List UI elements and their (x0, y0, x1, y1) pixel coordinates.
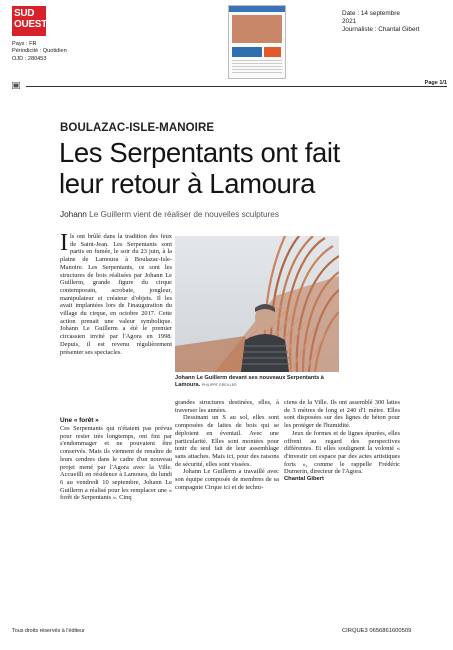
column-3 (284, 399, 400, 484)
caption-text: Johann Le Guillerm devant ses nouveaux Serpentants à Lamoura. (175, 375, 324, 388)
photo-credit: PHILIPPE GREILLER (201, 383, 237, 387)
publication-meta (12, 41, 67, 63)
publication-date: Date : 14 septembre (342, 10, 400, 17)
column-3-paragraph-1: ciens de la Ville. Ils ont assemblé 300 lattes de 3 mètres de long et 240 d'1 mètre. Elles sont disposées sur des lignes de béton pour les protéger de l'humidité. (284, 399, 400, 430)
article-photo (175, 236, 339, 372)
country: Pays : FR (12, 41, 37, 47)
column-2-paragraph-1: grandes structures destinées, elles, à traverser les années. (175, 399, 279, 414)
ojd-count: OJD : 280453 (12, 55, 47, 62)
subtitle-author: Johann (60, 210, 87, 219)
page-thumbnail (228, 5, 286, 79)
rights-notice: Tous droits réservés à l'éditeur (12, 628, 85, 634)
column-2 (175, 399, 279, 491)
newspaper-logo (12, 6, 46, 36)
subtitle-text: Le Guillerm vient de réaliser de nouvelles sculptures (86, 210, 279, 219)
photo-caption (175, 375, 341, 389)
header-rule (26, 86, 447, 87)
drop-cap: I (60, 230, 68, 256)
intro-text: ls ont brûlé dans la tradition des feux de Saint-Jean. Les Serpentants sont partis en fumée, le soir du 23 juin, à la plaine de Lamoura à Boulazac-Isle-Manoire. Les Serpentants, ce sont les structures de bois réalisées par Johann Le Guillerm, grande figure du cirque contemporain, acrobate, jongleur, manipulateur et créateur d'objets. Il les avait implantées lors de l'inauguration du village du cirque, en octobre 2017. Cette action prenait une valeur symbolique. Johann Le Guillerm a été le premier circassien invité par l'Agora en 1998. Depuis, il est revenu régulièrement présenter ses spectacles. (60, 233, 172, 356)
article-subtitle (60, 210, 279, 219)
journalist: Journaliste : Chantal Gibert (342, 26, 420, 34)
intro-paragraph (60, 230, 172, 356)
document-code: CIRQUE3 0656861600509 (342, 628, 412, 634)
column-2-paragraph-3: Johann Le Guillerm a travaillé avec son équipe composée de membres de sa compagnie Cirque ici et de techni- (175, 468, 279, 491)
publication-year: 2021 (342, 18, 357, 26)
periodicity: Périodicité : Quotidien (12, 48, 67, 55)
author-signature: Chantal Gibert (284, 476, 324, 483)
column-1 (60, 425, 172, 502)
title-line-2: leur retour à Lamoura (59, 168, 316, 199)
flag-icon (12, 82, 20, 89)
logo-line-1: SUD (14, 8, 35, 19)
logo-line-2: OUEST (14, 19, 47, 30)
column-2-paragraph-2: Dessinant un S au sol, elles sont composées de lattes de bois qui se déploient en éventail. Avec une particularité. Elles sont montées pour tenir du seul fait de leur assemblage sans attaches. Mais ici, pour des raisons de sécurité, elles sont vissées. (175, 414, 279, 468)
column-1-text: Ces Serpentants qui n'étaient pas prévus pour rester très longtemps, ont fini par s'endommager et ne pouvaient être conservés. Mais ils viennent de renaître de leurs cendres dans le cadre d'un nouveau projet mené par l'Agora avec la Ville. Accueilli en résidence à Lamoura, du lundi 6 au vendredi 10 septembre, Johann Le Guillerm a réalisé pour les remplacer une « forêt de Serpentants ». Cinq (60, 425, 172, 502)
article-kicker: BOULAZAC-ISLE-MANOIRE (60, 122, 215, 134)
article-meta (342, 10, 419, 35)
article-title (59, 137, 399, 199)
page-count: Page 1/1 (424, 80, 447, 86)
column-3-paragraph-2: Jeux de formes et de lignes épurées, elles offrent au regard des perspectives différentes. Et elles soulignent la volonté « d'investir cet espace par des actes artistiques forts », comme le rappelle Frédéric Durnerin, directeur de l'Agora. (284, 429, 400, 476)
title-line-1: Les Serpentants ont fait (59, 137, 340, 168)
section-heading: Une « forêt » (60, 417, 99, 424)
